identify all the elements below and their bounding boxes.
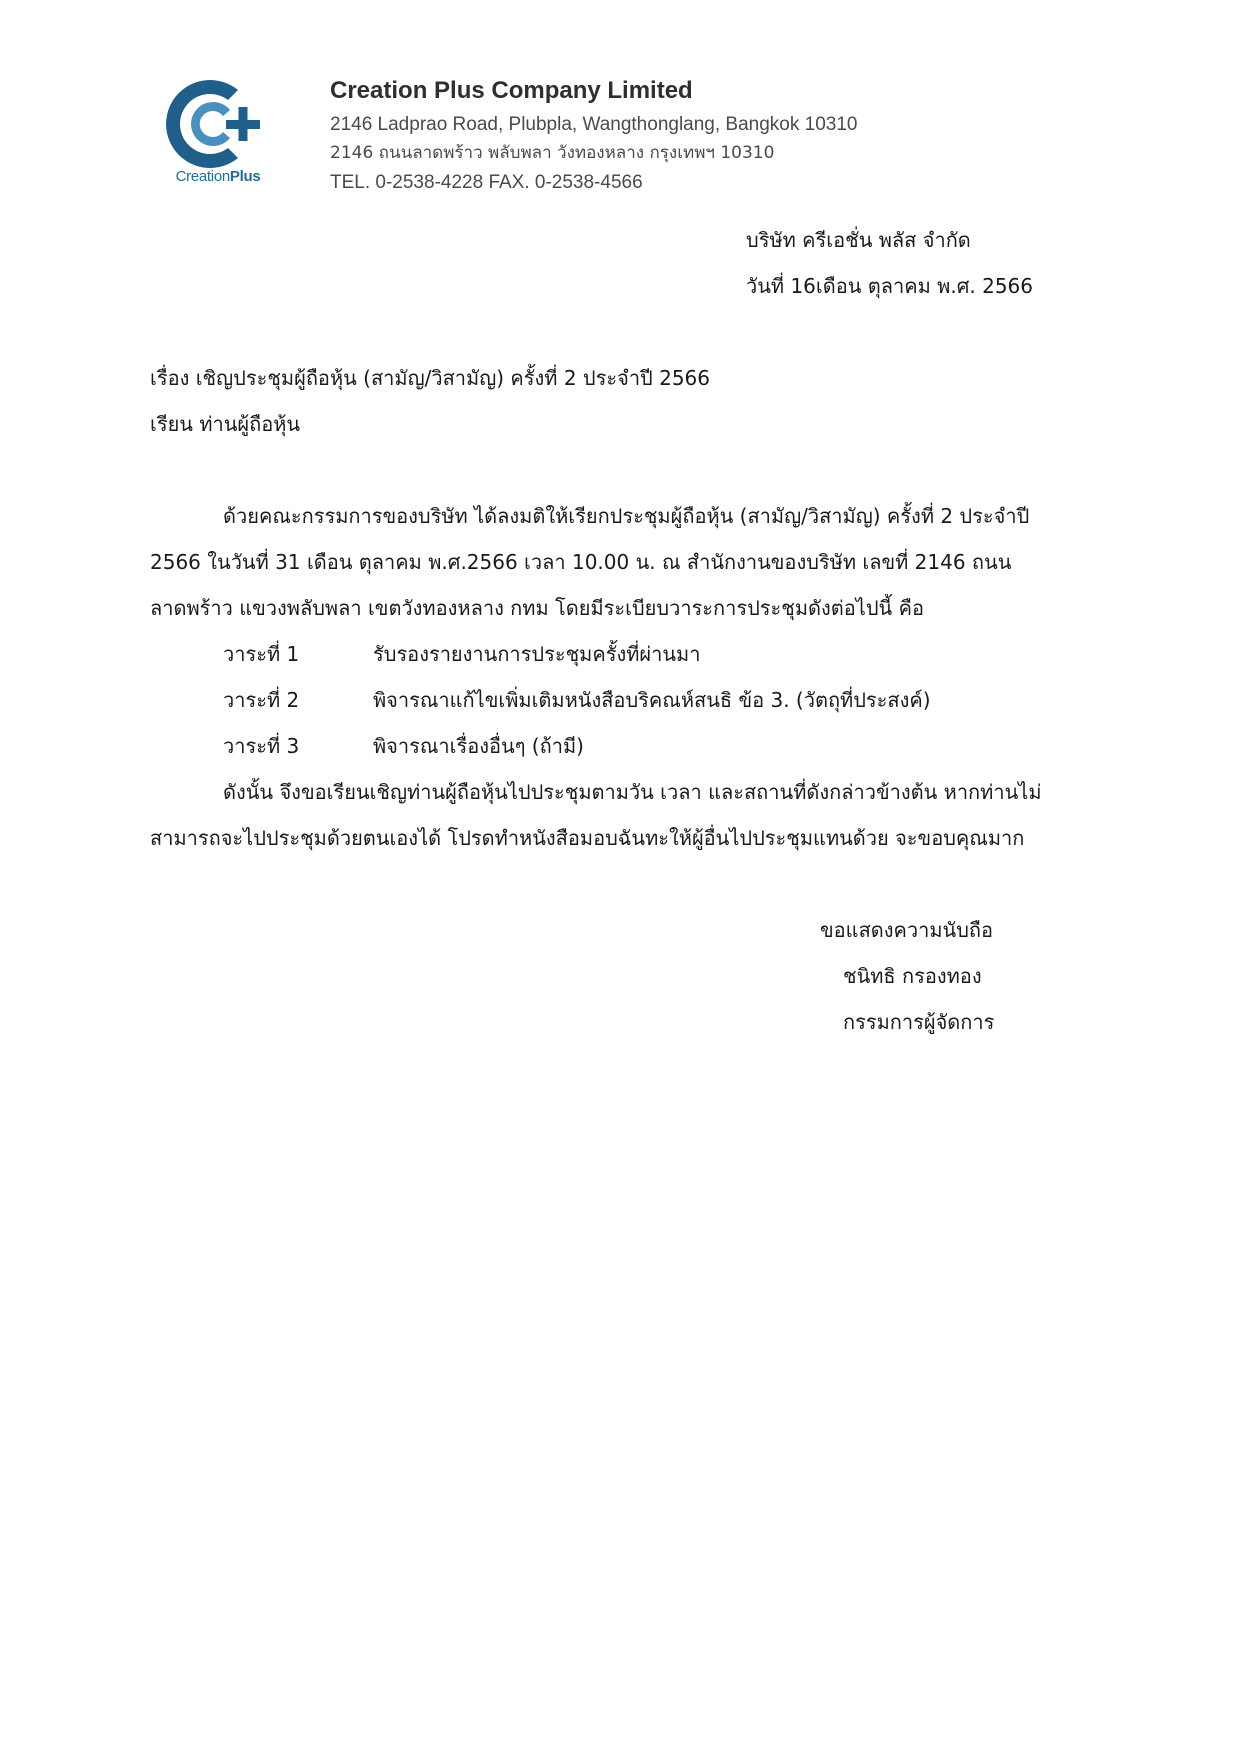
- logo-word-regular: Creation: [175, 168, 230, 185]
- sender-name: บริษัท ครีเอชั่น พลัส จำกัด: [746, 228, 971, 252]
- salutation: เรียน ท่านผู้ถือหุ้น: [150, 412, 301, 436]
- agenda-item-2-label: วาระที่ 2: [223, 688, 300, 712]
- agenda-item-2-text: พิจารณาแก้ไขเพิ่มเติมหนังสือบริคณห์สนธิ ข้อ 3. (วัตถุที่ประสงค์): [373, 688, 931, 712]
- logo-mark: [160, 76, 276, 172]
- body-paragraph-2-line-1: ดังนั้น จึงขอเรียนเชิญท่านผู้ถือหุ้นไปประชุมตามวัน เวลา และสถานที่ดังกล่าวข้างต้น หากท่านไม่: [223, 780, 1042, 804]
- contact-numbers: TEL. 0-2538-4228 FAX. 0-2538-4566: [330, 172, 643, 193]
- letterhead: [330, 74, 857, 197]
- logo-wordmark: [160, 168, 276, 185]
- body-paragraph-1-line-2: 2566 ในวันที่ 31 เดือน ตุลาคม พ.ศ.2566 เวลา 10.00 น. ณ สำนักงานของบริษัท เลขที่ 2146 ถนน: [150, 550, 1012, 574]
- body-paragraph-1-line-3: ลาดพร้าว แขวงพลับพลา เขตวังทองหลาง กทม โดยมีระเบียบวาระการประชุมดังต่อไปนี้ คือ: [150, 596, 924, 620]
- letter-date: วันที่ 16เดือน ตุลาคม พ.ศ. 2566: [746, 274, 1034, 298]
- logo-word-bold: Plus: [229, 168, 261, 185]
- subject-line: เรื่อง เชิญประชุมผู้ถือหุ้น (สามัญ/วิสามัญ) ครั้งที่ 2 ประจำปี 2566: [150, 366, 710, 390]
- signer-title: กรรมการผู้จัดการ: [843, 1010, 995, 1034]
- agenda-item-1-text: รับรองรายงานการประชุมครั้งที่ผ่านมา: [373, 642, 701, 666]
- company-name: Creation Plus Company Limited: [330, 77, 693, 104]
- agenda-item-3-text: พิจารณาเรื่องอื่นๆ (ถ้ามี): [373, 734, 584, 758]
- closing-phrase: ขอแสดงความนับถือ: [820, 918, 994, 942]
- agenda-item-1-label: วาระที่ 1: [223, 642, 300, 666]
- agenda-item-3-label: วาระที่ 3: [223, 734, 300, 758]
- logo-inner-c: [191, 102, 230, 146]
- body-paragraph-2-line-2: สามารถจะไปประชุมด้วยตนเองได้ โปรดทำหนังสือมอบฉันทะให้ผู้อื่นไปประชุมแทนด้วย จะขอบคุณมาก: [150, 826, 1025, 850]
- signer-name: ชนิทธิ กรองทอง: [843, 964, 982, 988]
- body-paragraph-1-line-1: ด้วยคณะกรรมการของบริษัท ได้ลงมติให้เรียกประชุมผู้ถือหุ้น (สามัญ/วิสามัญ) ครั้งที่ 2 ประจำปี: [223, 504, 1030, 528]
- logo-plus-v: [239, 107, 248, 141]
- address-english: 2146 Ladprao Road, Plubpla, Wangthonglang, Bangkok 10310: [330, 114, 858, 135]
- creation-plus-logo-icon: [160, 76, 276, 194]
- address-thai: 2146 ถนนลาดพร้าว พลับพลา วังทองหลาง กรุงเทพฯ 10310: [330, 143, 775, 163]
